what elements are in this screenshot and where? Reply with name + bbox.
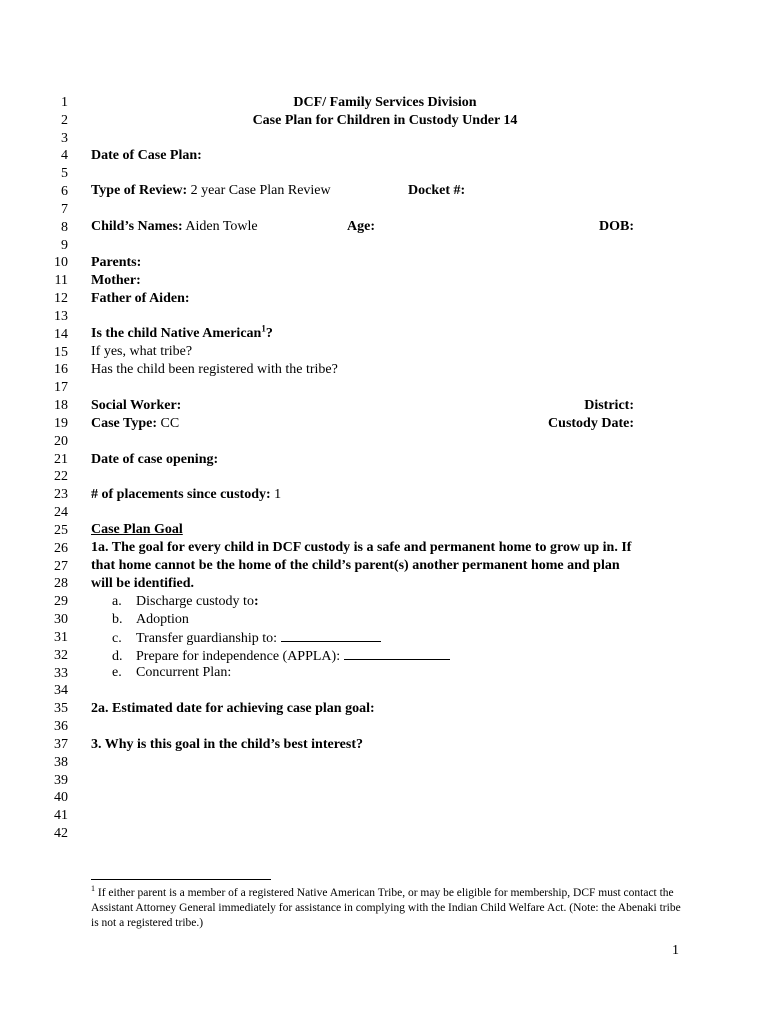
line-number: 8 [61,219,68,235]
line-number: 42 [54,826,68,842]
line-number: 24 [54,505,68,521]
line-number: 34 [54,683,68,699]
line-number: 21 [54,451,68,467]
line-number: 1 [61,95,68,110]
page-number: 1 [672,943,679,958]
line-number: 23 [54,487,68,503]
option-text: Prepare for independence (APPLA): [136,649,341,664]
goal-text-line-3: will be identified. [91,576,195,591]
line-number: 10 [54,255,68,271]
line-number: 37 [54,736,68,752]
line-number: 28 [54,576,68,592]
line-number: 35 [54,701,68,717]
footnote-text: If either parent is a member of a registered Native American Tribe, or may be eligible for membership, DCF must contact the Assistant Attorney General immediately for assistance in complying with the Indian Child Welfare Act. (Note: the Abenaki tribe is not a registered tribe.) [91,887,681,929]
line-number: 9 [61,237,68,253]
goal-option-b [112,611,189,628]
tribe-question: If yes, what tribe? [91,344,193,359]
line-number: 38 [54,754,68,770]
line-number: 14 [54,326,68,342]
best-interest-question: 3. Why is this goal in the child’s best interest? [91,737,363,752]
line-number: 25 [54,522,68,538]
line-number: 3 [61,130,68,146]
option-text: Discharge custody to [136,594,254,609]
line-number: 2 [61,112,68,128]
option-suffix: : [253,594,259,609]
type-of-review [91,182,331,199]
district-label: District: [584,398,634,413]
line-number: 29 [54,594,68,610]
option-marker: e. [112,665,122,680]
registered-question: Has the child been registered with the tribe? [91,362,338,377]
blank-line [344,647,450,660]
case-type [91,415,179,432]
line-number: 36 [54,719,68,735]
footnote [91,886,681,931]
dob-label: DOB: [599,219,634,234]
goal-option-e [112,664,231,681]
childs-names-label: Child’s Names: [91,219,183,234]
placements [91,486,281,503]
line-number: 40 [54,790,68,806]
case-opening-label: Date of case opening: [91,452,219,467]
page-subtitle: Case Plan for Children in Custody Under 14 [252,113,518,128]
custody-date-label: Custody Date: [548,416,634,431]
line-number: 4 [61,148,68,164]
parents-label: Parents: [91,255,142,270]
option-text: Concurrent Plan: [136,665,232,680]
option-text: Adoption [136,612,189,627]
line-number: 30 [54,612,68,628]
line-number: 20 [54,433,68,449]
line-number: 39 [54,772,68,788]
line-number: 22 [54,469,68,485]
line-number: 17 [54,380,68,396]
line-number: 5 [61,166,68,182]
mother-label: Mother: [91,273,141,288]
social-worker-label: Social Worker: [91,398,182,413]
page-title: DCF/ Family Services Division [293,95,477,110]
case-plan-goal-heading: Case Plan Goal [91,522,183,537]
line-number: 7 [61,201,68,217]
footnote-marker: 1 [91,884,95,894]
line-number: 15 [54,344,68,360]
line-number: 13 [54,308,68,324]
goal-option-d [112,647,450,665]
father-label: Father of Aiden: [91,291,190,306]
line-number: 33 [54,665,68,681]
line-number: 41 [54,808,68,824]
line-number: 26 [54,540,68,556]
option-text: Transfer guardianship to: [136,631,278,646]
footnote-ref: 1 [261,323,266,334]
native-american-qmark: ? [265,326,273,341]
line-number: 12 [54,291,68,307]
type-of-review-label: Type of Review: [91,183,188,198]
option-marker: c. [112,631,122,646]
line-number: 31 [54,629,68,645]
case-type-label: Case Type: [91,416,157,431]
line-number: 32 [54,647,68,663]
goal-option-c [112,629,381,647]
blank-line [281,629,381,642]
option-marker: d. [112,649,123,664]
native-american-question [91,325,273,342]
line-number: 19 [54,415,68,431]
docket-label: Docket #: [408,183,466,198]
estimated-date-question: 2a. Estimated date for achieving case plan goal: [91,701,375,716]
age-label: Age: [347,219,375,234]
goal-text-line-2: that home cannot be the home of the child’s parent(s) another permanent home and plan [91,558,620,573]
line-number: 6 [61,184,68,200]
line-number: 16 [54,362,68,378]
placements-value: 1 [274,487,282,502]
footnote-rule [91,879,271,880]
date-of-case-plan-label: Date of Case Plan: [91,148,202,163]
childs-names-value: Aiden Towle [185,219,258,234]
type-of-review-value: 2 year Case Plan Review [190,183,331,198]
line-number: 11 [54,273,68,289]
option-marker: b. [112,612,123,627]
childs-names [91,218,258,235]
goal-option-a [112,593,259,610]
placements-label: # of placements since custody: [91,487,271,502]
line-number: 27 [54,558,68,574]
line-number: 18 [54,398,68,414]
native-american-label: Is the child Native American [91,326,262,341]
case-type-value: CC [160,416,180,431]
goal-text-line-1: 1a. The goal for every child in DCF custody is a safe and permanent home to grow up in. If [91,540,632,555]
option-marker: a. [112,594,122,609]
